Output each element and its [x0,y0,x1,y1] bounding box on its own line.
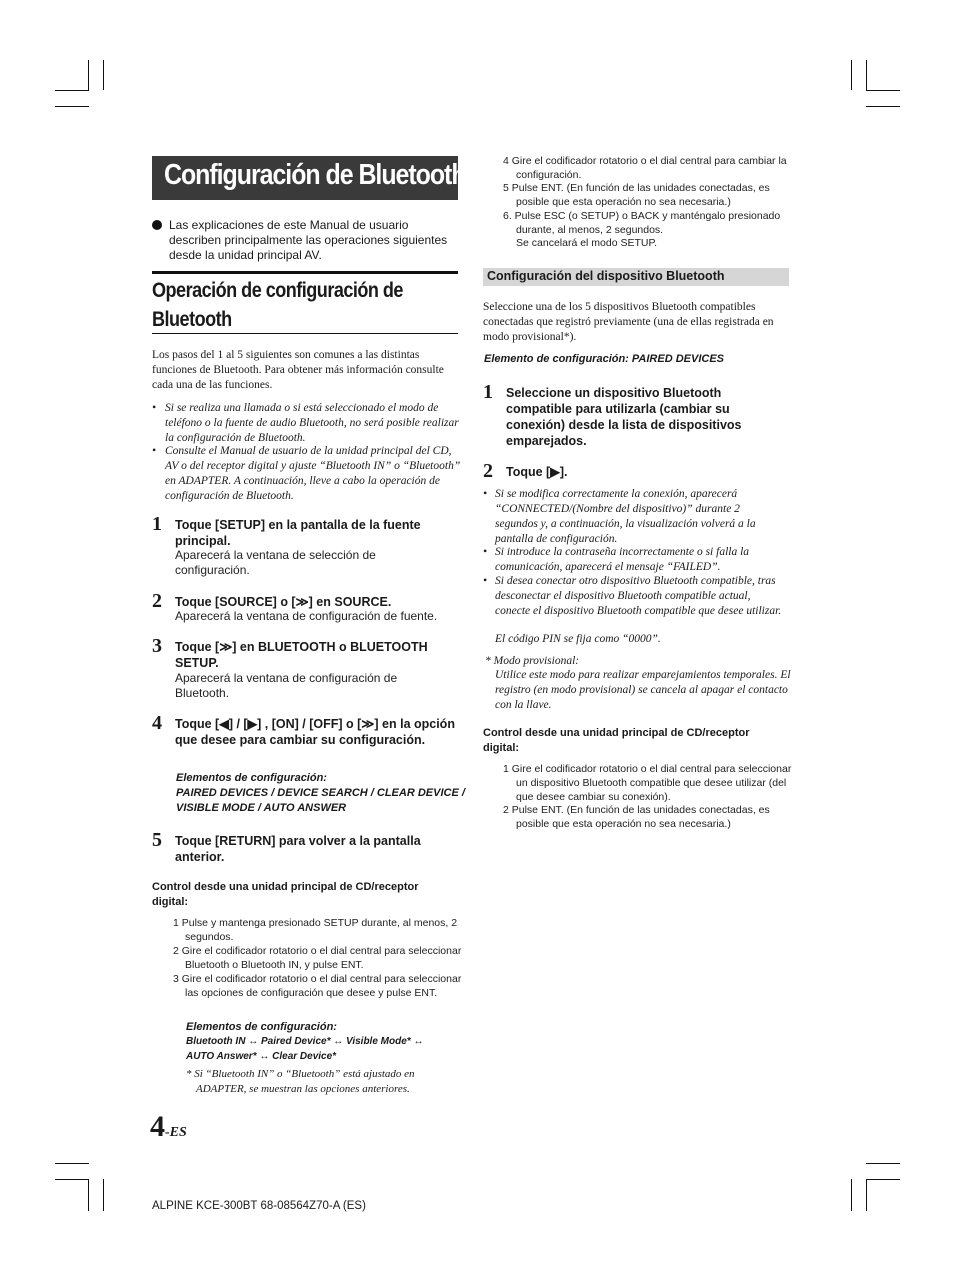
footnote-left: * Si “Bluetooth IN” o “Bluetooth” está ajustado en ADAPTER, se muestran las opciones anteriores. [186,1068,415,1095]
note-bullet: • [483,488,488,500]
footnote-right-label: * Modo provisional: [485,655,580,667]
crop-mark [851,60,852,90]
control-step: 3 Gire el codificador rotatorio o el dial central para seleccionar las opciones de configuración que desee y pulse ENT. [173,973,462,999]
note-text: Si desea conectar otro dispositivo Bluetooth compatible, tras desconectar el dispositivo Bluetooth compatible actual, conecte el dispositivo Bluetooth compatible que desee utilizar. [495,575,782,617]
crop-mark [103,60,104,90]
crop-mark [851,1179,852,1211]
step-text: Toque [≫] en BLUETOOTH o BLUETOOTH SETUP. [175,640,428,670]
note-bullet: • [483,546,488,558]
elements-items: PAIRED DEVICES / DEVICE SEARCH / CLEAR DEVICE / VISIBLE MODE / AUTO ANSWER [176,787,465,814]
note-bullet: • [152,402,157,414]
step-number: 5 [152,829,162,851]
step-text: Toque [◀] / [▶] , [ON] / [OFF] o [≫] en la opción que desee para cambiar su configuración. [175,717,455,747]
intro-bullet-text: Las explicaciones de este Manual de usuario describen principalmente las operaciones siguientes desde la unidad principal AV. [169,218,448,262]
subsection-paragraph: Seleccione una de los 5 dispositivos Bluetooth compatibles conectadas que registró previamente (una de ellas registrada en modo provisional*). [483,301,774,343]
footer: ALPINE KCE-300BT 68-08564Z70-A (ES) [152,1200,366,1212]
crop-mark [866,1179,867,1211]
control-step: 1 Gire el codificador rotatorio o el dial central para seleccionar un dispositivo Bluetooth compatible que desee utilizar (del que desee cambiar su conexión). [503,763,792,803]
subsection-bar [483,268,789,286]
crop-mark [55,1163,89,1164]
step-text: Toque [SOURCE] o [≫] en SOURCE. [175,595,392,609]
subsection-element: Elemento de configuración: PAIRED DEVICES [484,353,724,365]
footnote-right-text: Utilice este modo para realizar emparejamientos temporales. El registro (en modo provisional) se cancela al apagar el contacto con la llave. [495,669,791,711]
crop-mark [55,1179,89,1180]
control-step: 5 Pulse ENT. (En función de las unidades conectadas, es posible que esta operación no sea necesaria.) [503,182,770,208]
step-subtext: Aparecerá la ventana de selección de configuración. [175,548,376,577]
crop-mark [866,106,900,107]
note-text: Consulte el Manual de usuario de la unidad principal del CD, AV o del receptor digital y ajuste “Bluetooth IN” o “Bluetooth” en ADAPTER. A continuación, lleve a cabo la operación de configuración de Bluetooth. [165,445,461,502]
step-text: Seleccione un dispositivo Bluetooth compatible para utilizarla (cambiar su conexión) desde la lista de dispositivos emparejados. [506,386,742,448]
step-number: 2 [483,460,493,482]
page-title: Configuración de Bluetooth [164,159,466,191]
section-heading-line2: Bluetooth [152,308,232,331]
page-title-box [152,156,466,200]
step-number: 4 [152,712,162,734]
subsection-title: Configuración del dispositivo Bluetooth [487,269,725,283]
step-number: 1 [483,381,493,403]
bullet-icon [152,220,162,230]
elements2-line1: Bluetooth IN ↔ Paired Device* ↔ Visible Mode* ↔ [186,1036,424,1047]
elements-label: Elementos de configuración: [176,772,327,784]
step-number: 2 [152,590,162,612]
step-text: Toque [RETURN] para volver a la pantalla anterior. [175,834,421,864]
control-step-note: Se cancelará el modo SETUP. [516,237,658,249]
crop-mark [88,1179,89,1211]
crop-mark [866,60,867,90]
control-heading: Control desde una unidad principal de CD/receptor digital: [152,881,419,908]
heading-rule-top [152,271,458,274]
note-bullet: • [483,575,488,587]
step-number: 3 [152,635,162,657]
crop-mark [866,1179,900,1180]
note-text: Si se realiza una llamada o si está seleccionado el modo de teléfono o la fuente de audio Bluetooth, no será posible realizar la configuración de Bluetooth. [165,402,459,444]
note-text: El código PIN se fija como “0000”. [495,633,661,645]
section-heading-line1: Operación de configuración de [152,279,403,302]
elements2-label: Elementos de configuración: [186,1021,337,1033]
crop-mark [55,90,89,91]
control-step: 6. Pulse ESC (o SETUP) o BACK y manténgalo presionado durante, al menos, 2 segundos. [503,210,781,236]
body-paragraph: Los pasos del 1 al 5 siguientes son comunes a las distintas funciones de Bluetooth. Para obtener más información consulte cada una de las funciones. [152,349,444,391]
step-subtext: Aparecerá la ventana de configuración de Bluetooth. [175,671,398,700]
control-heading-right: Control desde una unidad principal de CD/receptor digital: [483,727,750,754]
control-step: 2 Pulse ENT. (En función de las unidades conectadas, es posible que esta operación no sea necesaria.) [503,804,770,830]
page-number-suffix: -ES [165,1125,187,1140]
note-text: Si introduce la contraseña incorrectamente o si falla la comunicación, aparecerá el mensaje “FAILED”. [495,546,750,573]
page-number [150,1110,187,1150]
section-heading [152,276,436,334]
page-number-digit: 4 [150,1110,165,1143]
crop-mark [55,106,89,107]
step-subtext: Aparecerá la ventana de configuración de fuente. [175,609,438,623]
heading-rule-bottom [152,333,458,334]
crop-mark [866,1163,900,1164]
crop-mark [866,90,900,91]
crop-mark [103,1179,104,1211]
step-text: Toque [▶]. [506,465,568,479]
step-number: 1 [152,513,162,535]
note-bullet: • [152,445,157,457]
elements2-line2: AUTO Answer* ↔ Clear Device* [186,1051,337,1062]
step-text: Toque [SETUP] en la pantalla de la fuente principal. [175,518,421,548]
control-step: 2 Gire el codificador rotatorio o el dial central para seleccionar Bluetooth o Bluetooth IN, y pulse ENT. [173,945,462,971]
control-step: 4 Gire el codificador rotatorio o el dial central para cambiar la configuración. [503,155,787,181]
control-step: 1 Pulse y mantenga presionado SETUP durante, al menos, 2 segundos. [173,917,458,943]
crop-mark [88,60,89,90]
note-text: Si se modifica correctamente la conexión, aparecerá “CONNECTED/(Nombre del dispositivo)” durante 2 segundos y, a continuación, la visualización volverá a la pantalla de configuración. [495,488,756,545]
